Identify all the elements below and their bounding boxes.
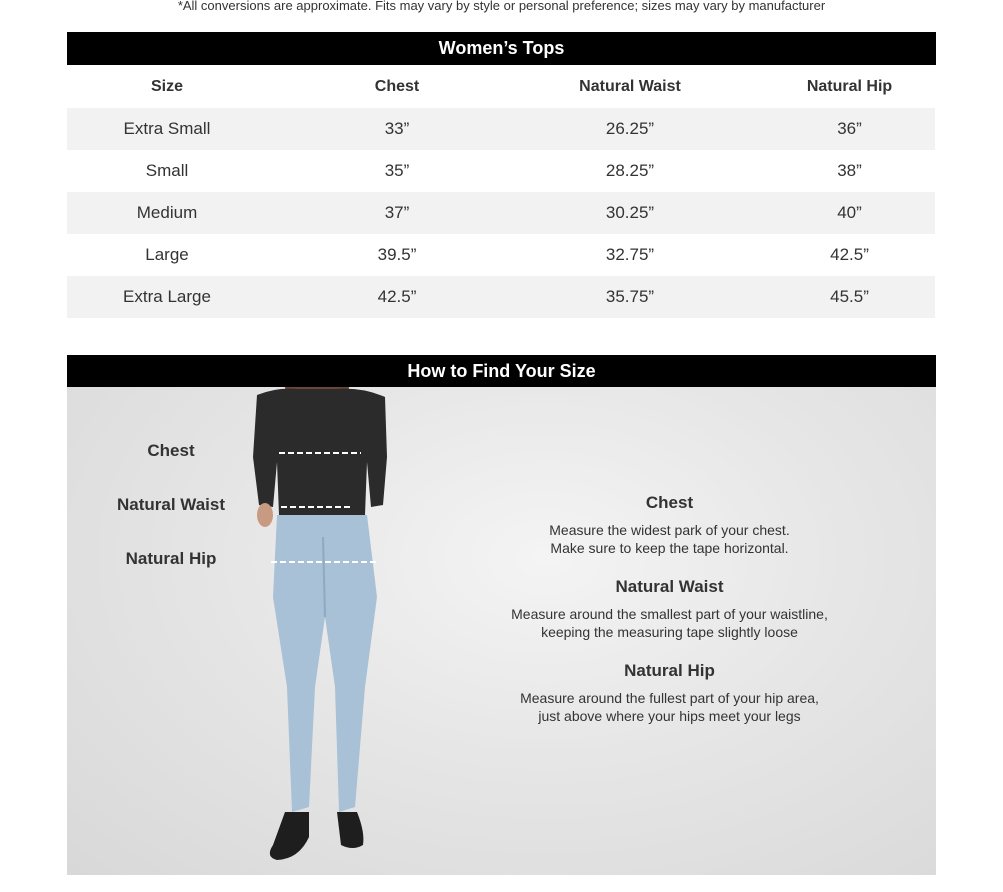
cell-chest: 35” [384, 161, 410, 180]
table-header-row [67, 66, 935, 108]
instruction-block-natural-hip [472, 661, 867, 725]
disclaimer-text: *All conversions are approximate. Fits may vary by style or personal preference; sizes may vary by manufacturer [177, 0, 826, 13]
instruction-line: keeping the measuring tape slightly loose [541, 624, 798, 640]
cell-natural-waist: 35.75” [605, 287, 655, 306]
instruction-line: Make sure to keep the tape horizontal. [550, 540, 789, 556]
cell-size: Extra Large [123, 287, 211, 306]
cell-natural-waist: 30.25” [605, 203, 655, 222]
cell-size: Extra Small [123, 119, 211, 138]
figure-label-natural-waist: Natural Waist [116, 495, 225, 514]
instruction-line: Measure around the fullest part of your hip area, [520, 690, 819, 706]
cell-size: Small [145, 161, 189, 180]
size-chart-title: Women’s Tops [67, 32, 936, 65]
figure-label-chest: Chest [147, 441, 195, 460]
header-natural-hip: Natural Hip [806, 78, 893, 95]
how-to-title: How to Find Your Size [67, 355, 936, 387]
figure-label-natural-hip: Natural Hip [125, 549, 217, 568]
cell-natural-hip: 36” [837, 119, 862, 138]
instruction-line: Measure the widest park of your chest. [549, 522, 790, 538]
header-natural-waist: Natural Waist [579, 78, 681, 95]
size-table [67, 66, 935, 318]
cell-size: Medium [136, 203, 198, 222]
instruction-line: Measure around the smallest part of your waistline, [511, 606, 828, 622]
cell-natural-hip: 42.5” [830, 245, 869, 264]
header-size: Size [150, 78, 183, 95]
table-row [67, 192, 935, 234]
instruction-title: Natural Waist [615, 577, 724, 596]
instruction-title: Natural Hip [624, 661, 715, 680]
instructions [472, 493, 867, 745]
table-row [67, 150, 935, 192]
instruction-title: Chest [645, 493, 694, 512]
instruction-text [472, 605, 867, 641]
cell-natural-hip: 38” [837, 161, 862, 180]
table-row [67, 108, 935, 150]
cell-natural-waist: 26.25” [605, 119, 655, 138]
cell-natural-hip: 45.5” [830, 287, 869, 306]
instruction-text [472, 521, 867, 557]
cell-chest: 42.5” [377, 287, 417, 306]
model-figure [237, 387, 407, 875]
instruction-block-natural-waist [472, 577, 867, 641]
cell-chest: 39.5” [377, 245, 417, 264]
table-row [67, 234, 935, 276]
table-row [67, 276, 935, 318]
cell-chest: 33” [384, 119, 410, 138]
cell-natural-waist: 28.25” [605, 161, 655, 180]
header-chest: Chest [374, 78, 420, 95]
cell-size: Large [145, 245, 189, 264]
instruction-line: just above where your hips meet your legs [538, 708, 801, 724]
cell-chest: 37” [384, 203, 410, 222]
cell-natural-hip: 40” [837, 203, 862, 222]
instruction-block-chest [472, 493, 867, 557]
measurement-panel [67, 387, 936, 875]
cell-natural-waist: 32.75” [605, 245, 655, 264]
instruction-text [472, 689, 867, 725]
